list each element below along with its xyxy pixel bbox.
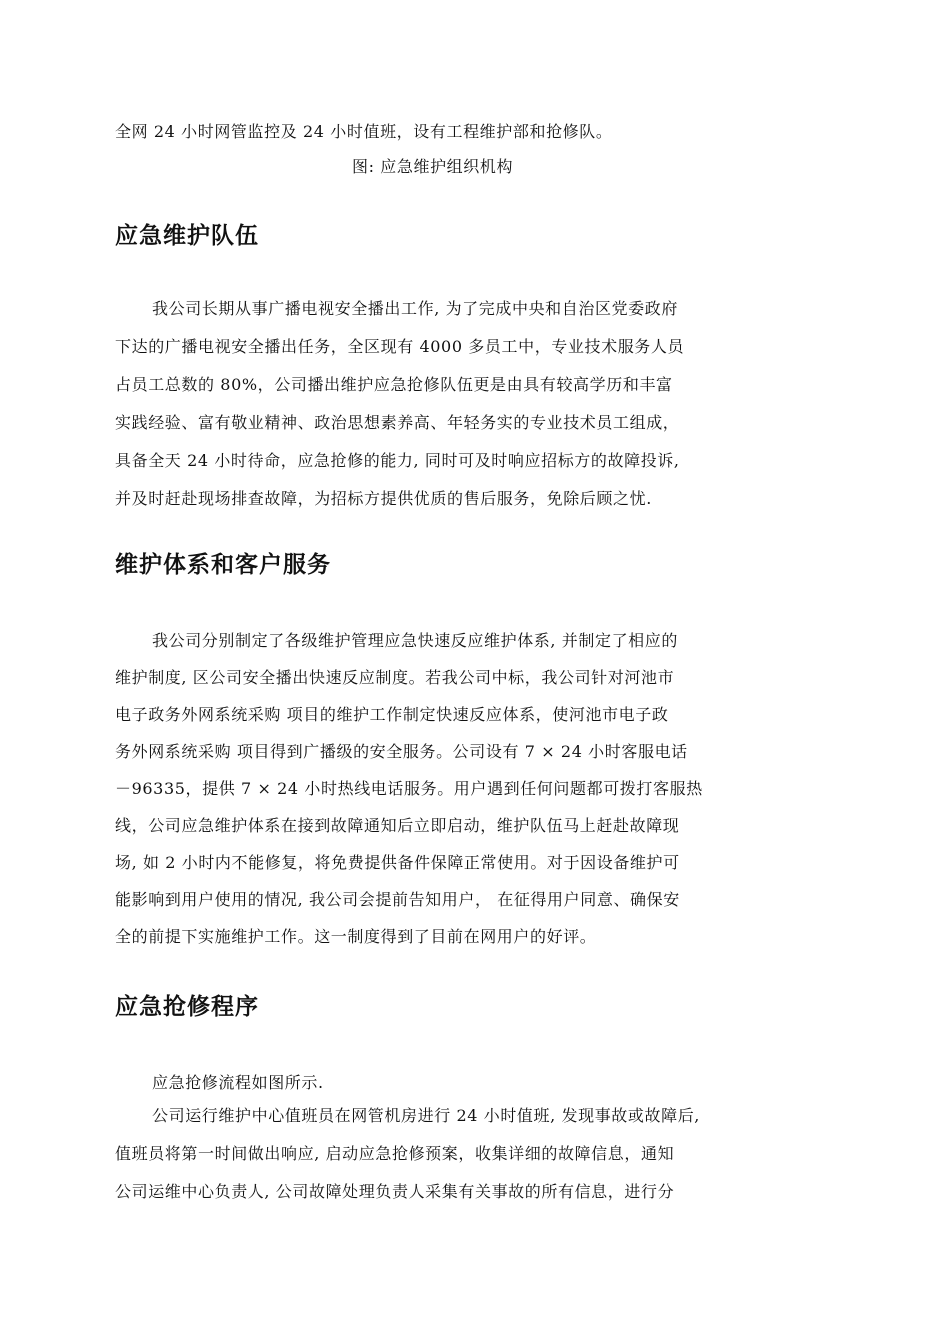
section-heading-maintenance-system: 维护体系和客户服务 bbox=[115, 552, 331, 578]
paragraph-line: 线，公司应急维护体系在接到故障通知后立即启动，维护队伍马上赶赴故障现 bbox=[115, 816, 680, 835]
paragraph-line: 并及时赶赴现场排查故障，为招标方提供优质的售后服务，免除后顾之忧. bbox=[115, 489, 652, 508]
paragraph-line: 维护制度, 区公司安全播出快速反应制度。若我公司中标，我公司针对河池市 bbox=[115, 668, 675, 687]
section-heading-repair-procedure: 应急抢修程序 bbox=[115, 994, 259, 1020]
paragraph-line: 我公司分别制定了各级维护管理应急快速反应维护体系, 并制定了相应的 bbox=[152, 631, 678, 650]
paragraph-line: 电子政务外网系统采购 项目的维护工作制定快速反应体系，使河池市电子政 bbox=[115, 705, 669, 724]
figure-caption: 图: 应急维护组织机构 bbox=[352, 157, 514, 176]
paragraph-line: 实践经验、富有敬业精神、政治思想素养高、年轻务实的专业技术员工组成， bbox=[115, 413, 680, 432]
paragraph-line: 值班员将第一时间做出响应, 启动应急抢修预案，收集详细的故障信息，通知 bbox=[115, 1144, 675, 1163]
paragraph-line: －96335，提供 7 × 24 小时热线电话服务。用户遇到任何问题都可拨打客服热 bbox=[115, 779, 703, 798]
paragraph-line: 占员工总数的 80%，公司播出维护应急抢修队伍更是由具有较高学历和丰富 bbox=[115, 375, 673, 394]
paragraph-line: 场, 如 2 小时内不能修复，将免费提供备件保障正常使用。对于因设备维护可 bbox=[115, 853, 680, 872]
paragraph-line: 下达的广播电视安全播出任务，全区现有 4000 多员工中，专业技术服务人员 bbox=[115, 337, 685, 356]
paragraph-line: 我公司长期从事广播电视安全播出工作, 为了完成中央和自治区党委政府 bbox=[152, 299, 678, 318]
paragraph-line: 公司运行维护中心值班员在网管机房进行 24 小时值班, 发现事故或故障后, bbox=[152, 1106, 700, 1125]
paragraph-line: 能影响到用户使用的情况, 我公司会提前告知用户， 在征得用户同意、确保安 bbox=[115, 890, 680, 909]
intro-line: 全网 24 小时网管监控及 24 小时值班，设有工程维护部和抢修队。 bbox=[115, 122, 613, 141]
paragraph-line: 具备全天 24 小时待命，应急抢修的能力, 同时可及时响应招标方的故障投诉, bbox=[115, 451, 680, 470]
paragraph-line: 全的前提下实施维护工作。这一制度得到了目前在网用户的好评。 bbox=[115, 927, 597, 946]
section-heading-emergency-team: 应急维护队伍 bbox=[115, 223, 259, 249]
paragraph-line: 务外网系统采购 项目得到广播级的安全服务。公司设有 7 × 24 小时客服电话 bbox=[115, 742, 688, 761]
paragraph-line: 应急抢修流程如图所示. bbox=[152, 1073, 324, 1092]
paragraph-line: 公司运维中心负责人, 公司故障处理负责人采集有关事故的所有信息，进行分 bbox=[115, 1182, 675, 1201]
